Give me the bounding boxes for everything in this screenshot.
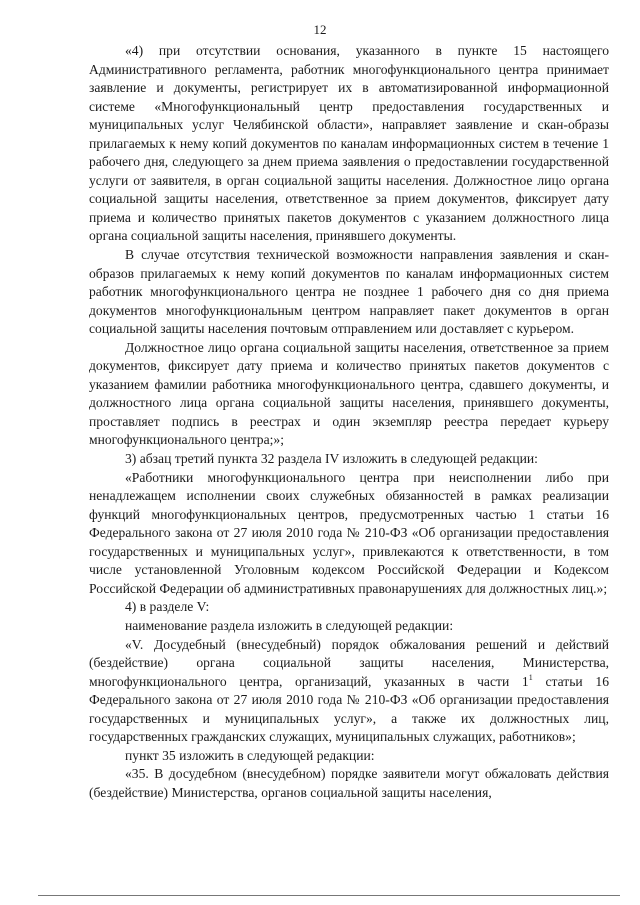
- paragraph-mfc-registration: «4) при отсутствии основания, указанного в пункте 15 настоящего Административного регламента, работник многофункционального центра принимает заявление и документы, регистрирует их в автоматизированной информационной системе «Многофункциональный центр предоставления государственных и муниципальных услуг Челябинской области», направляет заявление и скан-образы прилагаемых к нему копий документов по каналам информационных систем в течение 1 рабочего дня, следующего за днем приема заявления о предоставлении государственной услуги от заявителя, в орган социальной защиты населения. Должностное лицо органа социальной защиты населения, ответственное за прием документов, фиксирует дату приема и количество принятых пакетов документов с указанием должностного лица органа социальной защиты населения, принявшего документы.: [89, 43, 609, 244]
- paragraph-mfc-workers-liability: «Работники многофункционального центра при неисполнении либо при ненадлежащем исполнении своих служебных обязанностей в рамках реализации функций многофункциональных центров, предусмотренных частью 1 статьи 16 Федерального закона от 27 июля 2010 года № 210-ФЗ «Об организации предоставления государственных и муниципальных услуг», привлекаются к ответственности, в том числе установленной Уголовным кодексом Российской Федерации и Кодексом Российской Федерации об административных правонарушениях для должностных лиц.»;: [89, 469, 609, 596]
- page-number: 12: [313, 22, 327, 37]
- document-body: [89, 42, 609, 802]
- paragraph-point-35: пункт 35 изложить в следующей редакции:: [125, 747, 375, 763]
- section-title-text-cont: статьи 16 Федерального закона от 27 июля 2010 года № 210-ФЗ «Об организации предоставления государственных и муниципальных услуг», а также их должностных лиц, государственных гражданских служащих, муниципальных служащих, работников»;: [89, 673, 609, 745]
- paragraph-amendment-point-32: 3) абзац третий пункта 32 раздела IV изложить в следующей редакции:: [125, 451, 538, 467]
- paragraph-official-registers: Должностное лицо органа социальной защиты населения, ответственное за прием документов, фиксирует дату приема и количество принятых пакетов документов с указанием фамилии работника многофункционального центра, сдавшего документы, и должностного лица органа социальной защиты населения, принявшего документы, проставляет подпись в реестрах и один экземпляр реестра передает курьеру многофункционального центра;»;: [89, 339, 609, 448]
- footer-rule: [38, 895, 620, 896]
- paragraph-section-v: 4) в разделе V:: [125, 599, 210, 615]
- section-title-text: «V. Досудебный (внесудебный) порядок обжалования решений и действий (бездействие) органа социальной защиты населения, Министерства, многофункционального центра, организаций, указанных в части 1: [89, 636, 609, 689]
- paragraph-section-v-title: [89, 636, 609, 747]
- superscript-1: 1: [528, 672, 533, 682]
- paragraph-section-name: наименование раздела изложить в следующей редакции:: [125, 617, 454, 633]
- paragraph-point-35-text: «35. В досудебном (внесудебном) порядке заявители могут обжаловать действия (бездействие) Министерства, органов социальной защиты населения,: [89, 766, 609, 800]
- paragraph-no-technical-possibility: В случае отсутствия технической возможности направления заявления и скан-образов прилагаемых к нему копий документов по каналам информационных систем работник многофункционального центра не позднее 1 рабочего дня со дня приема документов многофункциональным центром направляет пакет документов в орган социальной защиты населения почтовым отправлением или доставляет с курьером.: [89, 247, 609, 337]
